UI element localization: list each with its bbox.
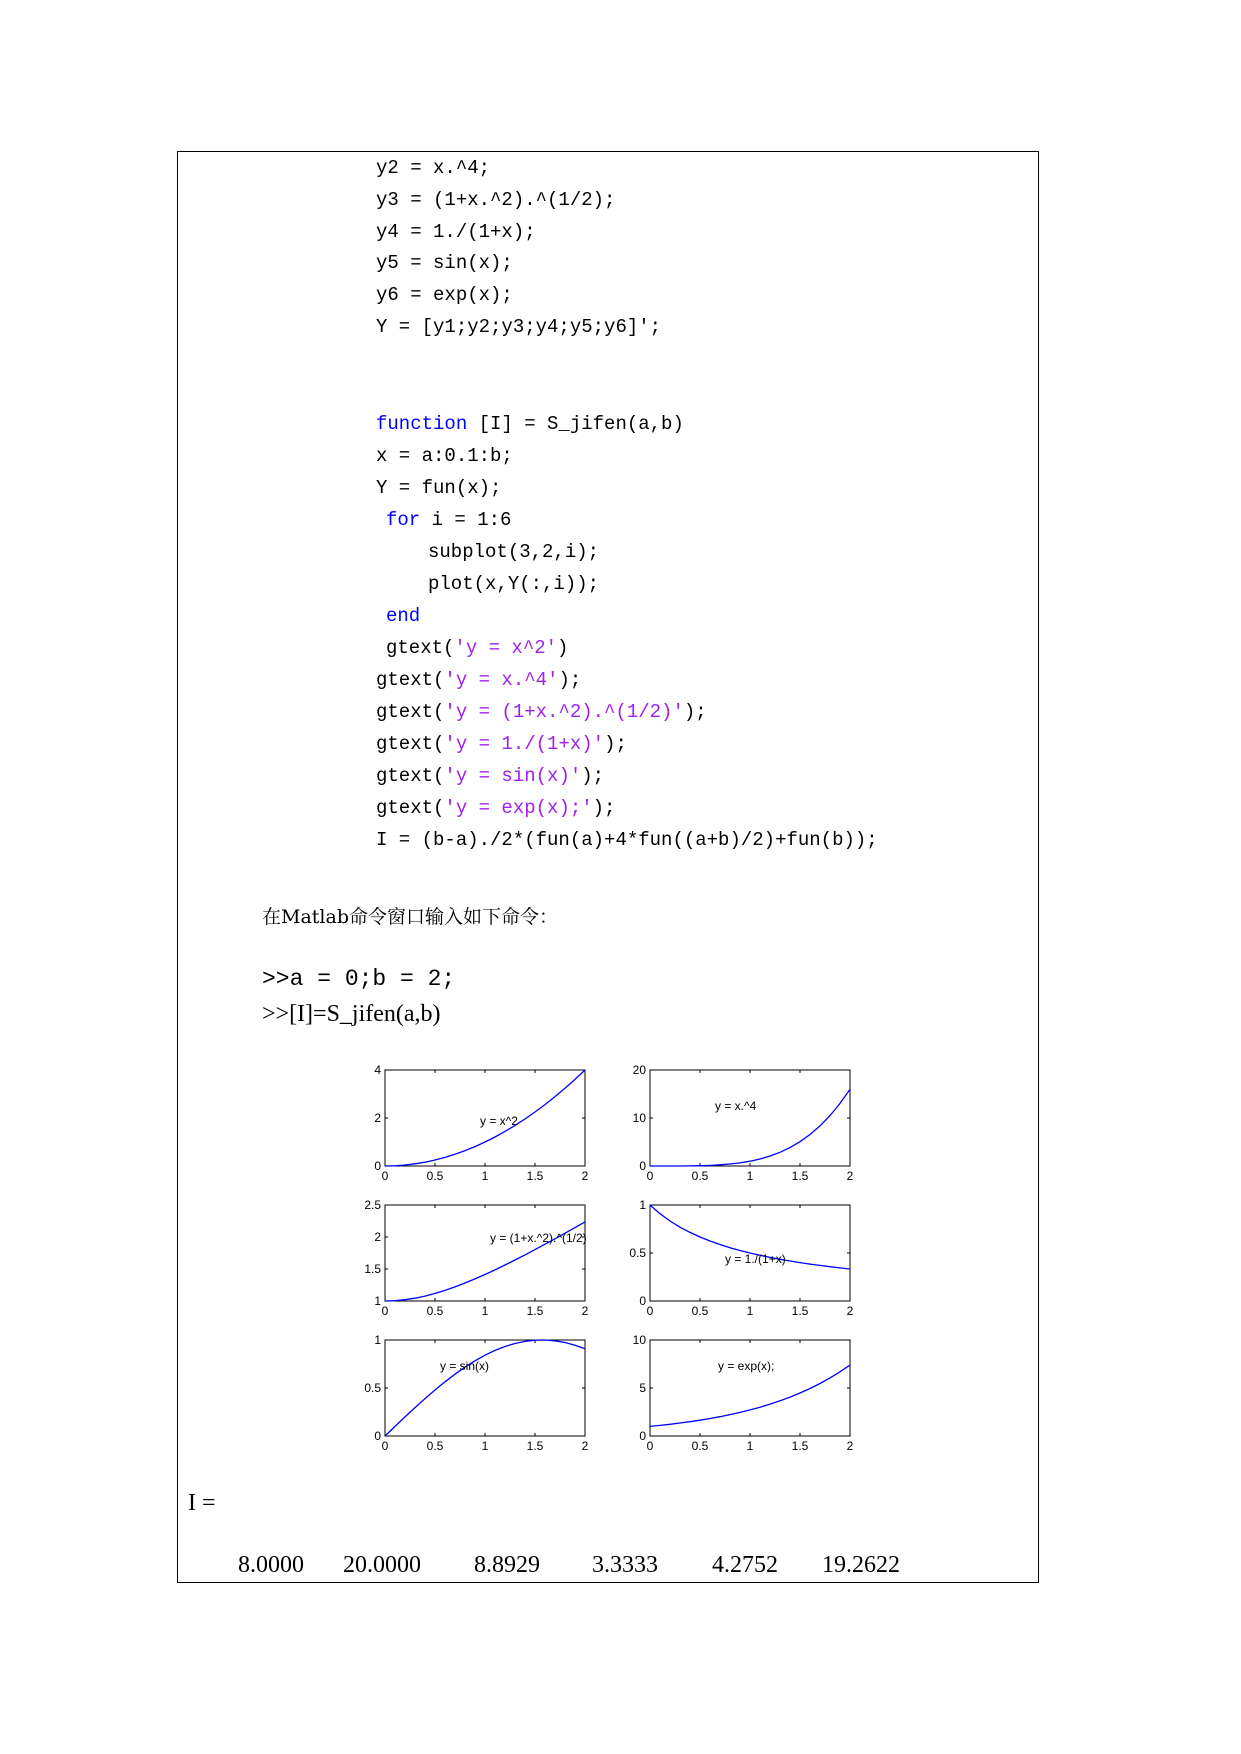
x-tick-label: 1 xyxy=(746,1304,754,1318)
result-value: 4.2752 xyxy=(712,1552,778,1578)
axes-box xyxy=(385,1205,585,1301)
result-value: 19.2622 xyxy=(822,1552,900,1578)
keyword-end: end xyxy=(386,605,421,627)
y-tick-label: 0.5 xyxy=(364,1381,381,1395)
axes-box xyxy=(385,1340,585,1436)
y-tick-label: 5 xyxy=(639,1381,646,1395)
result-value: 20.0000 xyxy=(343,1552,421,1578)
x-tick-label: 0.5 xyxy=(426,1169,444,1183)
x-tick-label: 1 xyxy=(481,1304,489,1318)
plot-annotation: y = exp(x); xyxy=(718,1359,775,1373)
y-tick-label: 1 xyxy=(374,1294,381,1308)
gtext-prefix: gtext( xyxy=(376,669,445,691)
plot-annotation: y = (1+x.^2).^(1/2) xyxy=(490,1231,587,1245)
x-tick-label: 1 xyxy=(481,1169,489,1183)
y-tick-label: 1.5 xyxy=(364,1262,381,1276)
function-signature: [I] = S_jifen(a,b) xyxy=(467,413,684,435)
gtext-prefix: gtext( xyxy=(376,701,445,723)
for-statement xyxy=(386,505,511,535)
y-tick-label: 1 xyxy=(639,1198,646,1212)
for-range: i = 1:6 xyxy=(420,509,512,531)
result-value: 8.8929 xyxy=(474,1552,540,1578)
gtext-suffix: ); xyxy=(581,765,605,787)
y-tick-label: 0 xyxy=(374,1159,381,1173)
x-tick-label: 2 xyxy=(581,1439,589,1453)
plot-annotation: y = x^2 xyxy=(480,1114,518,1128)
gtext-string: 'y = sin(x)' xyxy=(444,765,582,787)
x-tick-label: 2 xyxy=(581,1304,589,1318)
code-line: plot(x,Y(:,i)); xyxy=(428,573,600,595)
x-tick-label: 0.5 xyxy=(426,1439,444,1453)
x-tick-label: 1.5 xyxy=(526,1439,544,1453)
gtext-suffix: ); xyxy=(558,669,582,691)
instruction-text: 在Matlab命令窗口输入如下命令： xyxy=(262,906,558,928)
x-tick-label: 1.5 xyxy=(526,1304,544,1318)
gtext-string: 'y = (1+x.^2).^(1/2)' xyxy=(444,701,684,723)
axes-box xyxy=(650,1070,850,1166)
function-declaration xyxy=(376,409,684,439)
y-tick-label: 10 xyxy=(632,1333,646,1347)
gtext-suffix: ); xyxy=(683,701,707,723)
x-tick-label: 0 xyxy=(646,1439,654,1453)
y-tick-label: 0 xyxy=(639,1159,646,1173)
gtext-suffix: ); xyxy=(604,733,627,755)
x-tick-label: 0.5 xyxy=(691,1439,709,1453)
code-line: Y = [y1;y2;y3;y4;y5;y6]'; xyxy=(376,316,662,338)
x-tick-label: 0.5 xyxy=(691,1169,709,1183)
gtext-string: 'y = x^2' xyxy=(454,637,558,659)
x-tick-label: 2 xyxy=(846,1439,854,1453)
gtext-prefix: gtext( xyxy=(376,765,445,787)
y-tick-label: 2.5 xyxy=(364,1198,381,1212)
integral-formula-line: I = (b-a)./2*(fun(a)+4*fun((a+b)/2)+fun(b)); xyxy=(376,829,878,851)
x-tick-label: 1 xyxy=(481,1439,489,1453)
plot-annotation: y = 1./(1+x) xyxy=(725,1252,786,1266)
gtext-call xyxy=(376,761,604,791)
keyword-for: for xyxy=(386,509,421,531)
gtext-string: 'y = exp(x);' xyxy=(444,797,593,819)
code-line: y5 = sin(x); xyxy=(376,252,513,274)
y-tick-label: 2 xyxy=(374,1111,381,1125)
gtext-call xyxy=(376,665,581,695)
gtext-call xyxy=(376,729,627,759)
code-line: y3 = (1+x.^2).^(1/2); xyxy=(376,189,616,211)
gtext-prefix: gtext( xyxy=(376,797,445,819)
x-tick-label: 1 xyxy=(746,1169,754,1183)
x-tick-label: 0 xyxy=(381,1304,389,1318)
gtext-string: 'y = x.^4' xyxy=(444,669,559,691)
x-tick-label: 0 xyxy=(381,1169,389,1183)
x-tick-label: 2 xyxy=(846,1169,854,1183)
x-tick-label: 2 xyxy=(846,1304,854,1318)
x-tick-label: 1.5 xyxy=(791,1169,809,1183)
code-line: y2 = x.^4; xyxy=(376,157,491,179)
result-value: 8.0000 xyxy=(238,1552,304,1578)
gtext-suffix: ) xyxy=(557,637,569,659)
x-tick-label: 0.5 xyxy=(691,1304,709,1318)
subplot-figure xyxy=(350,1060,870,1460)
command-line: >>[I]=S_jifen(a,b) xyxy=(262,1001,441,1027)
gtext-prefix: gtext( xyxy=(376,733,445,755)
code-line: y4 = 1./(1+x); xyxy=(376,221,536,243)
x-tick-label: 0.5 xyxy=(426,1304,444,1318)
x-tick-label: 0 xyxy=(381,1439,389,1453)
x-tick-label: 1 xyxy=(746,1439,754,1453)
x-tick-label: 0 xyxy=(646,1169,654,1183)
gtext-call xyxy=(376,793,615,823)
y-tick-label: 20 xyxy=(632,1063,646,1077)
result-label: I = xyxy=(188,1490,216,1516)
x-tick-label: 1.5 xyxy=(791,1304,809,1318)
y-tick-label: 4 xyxy=(374,1063,381,1077)
x-tick-label: 0 xyxy=(646,1304,654,1318)
y-tick-label: 0.5 xyxy=(629,1246,646,1260)
code-line: subplot(3,2,i); xyxy=(428,541,600,563)
code-line: x = a:0.1:b; xyxy=(376,445,513,467)
plot-annotation: y = x.^4 xyxy=(715,1099,757,1113)
result-value: 3.3333 xyxy=(592,1552,658,1578)
x-tick-label: 1.5 xyxy=(791,1439,809,1453)
y-tick-label: 1 xyxy=(374,1333,381,1347)
axes-box xyxy=(650,1340,850,1436)
command-line: >>a = 0;b = 2; xyxy=(262,966,456,992)
y-tick-label: 10 xyxy=(632,1111,646,1125)
y-tick-label: 0 xyxy=(639,1294,646,1308)
gtext-suffix: ); xyxy=(592,797,616,819)
gtext-prefix: gtext( xyxy=(386,637,455,659)
y-tick-label: 0 xyxy=(639,1429,646,1443)
gtext-call xyxy=(376,697,707,727)
keyword-function: function xyxy=(376,413,468,435)
gtext-string: 'y = 1./(1+x)' xyxy=(444,733,605,755)
y-tick-label: 2 xyxy=(374,1230,381,1244)
code-line: y6 = exp(x); xyxy=(376,284,513,306)
x-tick-label: 2 xyxy=(581,1169,589,1183)
plot-annotation: y = sin(x) xyxy=(440,1359,490,1373)
gtext-call xyxy=(386,633,568,663)
x-tick-label: 1.5 xyxy=(526,1169,544,1183)
y-tick-label: 0 xyxy=(374,1429,381,1443)
code-line: Y = fun(x); xyxy=(376,477,502,499)
